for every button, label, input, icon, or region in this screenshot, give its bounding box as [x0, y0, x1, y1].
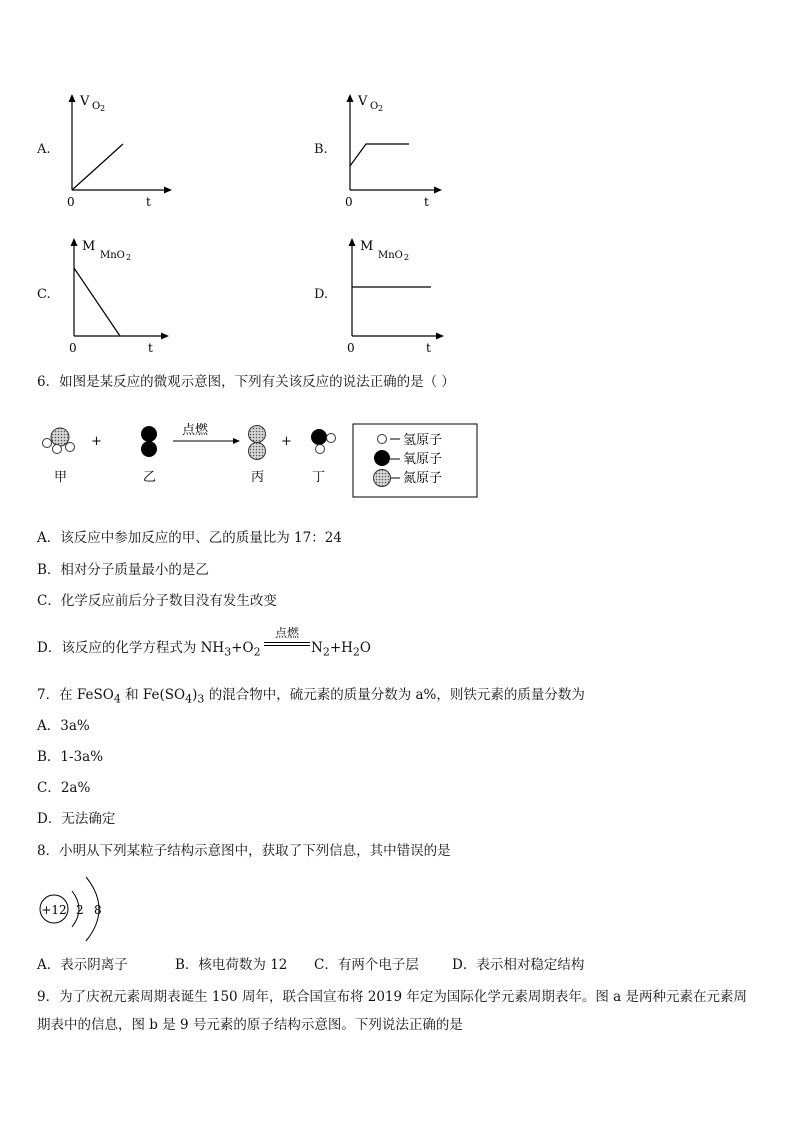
q8-option-c: C．有两个电子层	[314, 957, 419, 973]
graph-b-line	[350, 144, 409, 166]
svg-text:氧原子: 氧原子	[403, 452, 443, 467]
svg-text:+: +	[91, 434, 102, 449]
q8-stem: 8．小明从下列某粒子结构示意图中，获取了下列信息，其中错误的是	[37, 843, 451, 859]
graph-a	[60, 88, 180, 213]
q7-option-b: B．1-3a%	[37, 749, 104, 765]
reaction-diagram	[30, 415, 490, 505]
q8-option-b: B．核电荷数为 12	[175, 957, 288, 973]
equation-products: $N_2+H_2O$	[311, 640, 371, 659]
shell-2-electrons: 8	[94, 903, 102, 917]
svg-text:t: t	[148, 341, 153, 355]
q7-option-c: C．2a%	[37, 780, 91, 796]
option-c-label: C.	[37, 287, 51, 302]
svg-text:0: 0	[69, 341, 77, 355]
svg-text:t: t	[426, 341, 431, 355]
q6-option-b: B．相对分子质量最小的是乙	[37, 562, 209, 578]
graph-a-ylabel: V	[80, 94, 90, 109]
option-a-label: A.	[37, 142, 51, 157]
graph-a-line	[72, 144, 123, 190]
q9-stem-line1: 9．为了庆祝元素周期表诞生 150 周年，联合国宣布将 2019 年定为国际化学元素周期表年。图 a 是两种元素在元素周	[37, 989, 748, 1005]
svg-text:丙: 丙	[251, 470, 265, 485]
q9-stem-line2: 期表中的信息，图 b 是 9 号元素的原子结构示意图。下列说法正确的是	[37, 1017, 463, 1033]
q7-option-a: A．3a%	[37, 718, 90, 734]
molecule-bing	[249, 426, 266, 460]
svg-text:2: 2	[126, 253, 132, 262]
svg-text:2: 2	[378, 104, 384, 113]
svg-text:O: O	[370, 101, 379, 112]
svg-text:0: 0	[345, 195, 353, 209]
svg-text:氢原子: 氢原子	[403, 433, 443, 448]
graph-b	[338, 88, 458, 213]
graph-c	[62, 232, 182, 357]
molecule-yi	[141, 426, 157, 457]
svg-text:0: 0	[347, 341, 355, 355]
svg-text:2: 2	[100, 104, 106, 113]
q8-option-d: D．表示相对稳定结构	[452, 957, 585, 973]
svg-text:甲: 甲	[54, 470, 68, 485]
q6-option-c: C．化学反应前后分子数目没有发生改变	[37, 593, 277, 609]
svg-text:+: +	[281, 434, 292, 449]
q6-option-d: D．该反应的化学方程式为 $NH_3+O_2$	[37, 640, 261, 659]
molecule-ding	[311, 429, 336, 454]
svg-text:氮原子: 氮原子	[403, 471, 443, 486]
q6-option-a: A．该反应中参加反应的甲、乙的质量比为 17：24	[37, 530, 342, 546]
svg-text:乙: 乙	[143, 470, 157, 485]
equation-condition: 点燃	[274, 626, 299, 640]
svg-text:V: V	[358, 94, 368, 109]
svg-text:MnO: MnO	[378, 250, 403, 261]
q7-option-d: D．无法确定	[37, 811, 116, 827]
option-d-label: D.	[314, 287, 329, 302]
graph-a-origin: 0	[67, 195, 75, 209]
svg-text:O: O	[92, 101, 101, 112]
molecule-jia	[43, 428, 75, 454]
svg-text:MnO: MnO	[100, 250, 125, 261]
shell-1-electrons: 2	[76, 903, 84, 917]
equation-equals	[264, 642, 310, 646]
q7-stem: 7．在 FeSO$_4$ 和 $Fe(SO_4)_3$ 的混合物中，硫元素的质量分数为 a%，则铁元素的质量分数为	[37, 687, 585, 706]
graph-c-line	[74, 268, 120, 336]
nucleus-charge: +12	[41, 903, 67, 917]
svg-text:2: 2	[404, 253, 410, 262]
svg-text:M: M	[360, 239, 374, 254]
q6-stem: 6．如图是某反应的微观示意图，下列有关该反应的说法正确的是（ ）	[37, 374, 455, 390]
svg-text:丁: 丁	[312, 470, 326, 485]
svg-text:t: t	[424, 195, 429, 209]
option-b-label: B.	[314, 142, 328, 157]
graph-d	[340, 232, 460, 357]
q8-option-a: A．表示阴离子	[37, 957, 128, 973]
atom-structure-diagram	[36, 872, 126, 948]
graph-a-xlabel: t	[146, 195, 151, 209]
arrow-label: 点燃	[182, 423, 209, 438]
svg-text:M: M	[82, 239, 96, 254]
